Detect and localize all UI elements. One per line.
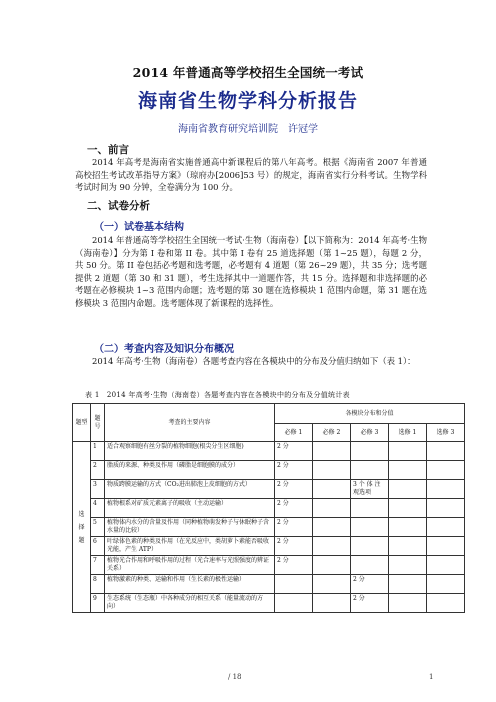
row-score [389,499,427,518]
row-score [275,575,313,594]
row-score [351,442,389,461]
row-number: 6 [91,537,105,556]
table-row [73,480,465,499]
author-line: 海南省教育研究培训院 许冠学 [178,124,318,135]
row-score [427,461,465,480]
type-label: 选择题 [78,510,85,544]
row-content: 植物激素的种类、运输和作用（生长素的极性运输） [105,575,275,594]
row-score: 2 分 [275,537,313,556]
row-score [427,575,465,594]
row-content: 适合观察细胞有丝分裂的植物细胞(根尖分生区细胞) [105,442,275,461]
row-score [389,575,427,594]
content-paragraph: 2014 年高考·生物（海南卷）各题考查内容在各模块中的分布及分值归纳如下（表 1）： [92,356,416,366]
row-number: 2 [91,461,105,480]
report-title-line1: 2014 年普通高等学校招生全国统一考试 [132,65,364,80]
header-content: 考查的主要内容 [105,404,275,442]
section-heading-intro: 一、前言 [87,144,129,156]
header-module: 选修 3 [427,424,465,442]
row-score [351,556,389,575]
row-number: 9 [91,594,105,613]
row-number: 3 [91,480,105,499]
row-score [389,461,427,480]
row-score: 2 分 [275,499,313,518]
header-module: 必修 1 [275,424,313,442]
row-score [313,556,351,575]
row-score [389,537,427,556]
header-modules: 各模块分布和分值 [275,404,465,424]
row-content: 植物光合作用和呼吸作用的过程（光合速率与光照强度的辨证关系） [105,556,275,575]
distribution-table [72,403,465,613]
row-score [427,518,465,537]
header-module: 必修 3 [351,424,389,442]
row-score [313,537,351,556]
row-score: 2 分 [275,556,313,575]
row-score: 3 个 体 注 观选项 [351,480,389,499]
row-score [351,499,389,518]
row-score [351,461,389,480]
row-score [389,518,427,537]
row-number: 1 [91,442,105,461]
table-row [73,594,465,613]
table-row [73,442,465,461]
header-module: 选修 1 [389,424,427,442]
page-index: 1 [429,673,434,681]
table-row [73,556,465,575]
row-score [313,518,351,537]
intro-paragraph: 2014 年高考是海南省实施普通高中新课程后的第八年高考。根据《海南省 2007 年普通高校招生考试改革指导方案》（琼府办[2006]53 号）的规定，海南省实行分科考试。生物学科考试时间为 90 分钟，全卷满分为 100 分。 [75,157,427,193]
row-content: 脂质的来源、种类及作用（磷脂是细胞膜的成分） [105,461,275,480]
row-score [313,442,351,461]
row-score [351,518,389,537]
row-score [427,537,465,556]
row-content: 物质跨膜运输的方式（CO₂进出肺泡上皮细胞的方式） [105,480,275,499]
header-number: 题号 [91,404,105,442]
row-score [427,499,465,518]
row-score [389,556,427,575]
table-row [73,537,465,556]
row-content: 植物体内水分的含量及作用（同种植物萌发种子与休眠种子含水量的比较） [105,518,275,537]
row-content: 叶绿体色素的种类及作用（在光反应中，类胡萝卜素能否吸收光能，产生 ATP） [105,537,275,556]
type-cell [73,442,91,613]
row-content: 植物根系对矿质元素离子的吸收（主动运输） [105,499,275,518]
row-score [313,480,351,499]
row-score [313,575,351,594]
row-score [351,537,389,556]
row-score [275,594,313,613]
row-score: 2 分 [351,575,389,594]
row-score: 2 分 [275,518,313,537]
row-score [389,594,427,613]
row-score [427,594,465,613]
row-score [313,499,351,518]
row-score [313,594,351,613]
row-score: 2 分 [351,594,389,613]
subsection-heading-structure: （一）试卷基本结构 [94,222,184,233]
row-content: 生态系统（生态瓶）中各种成分的相互关系（能量流动的方向） [105,594,275,613]
row-score [427,442,465,461]
row-score [427,480,465,499]
row-number: 4 [91,499,105,518]
row-score: 2 分 [275,461,313,480]
header-module: 必修 2 [313,424,351,442]
table-caption: 表 1 2014 年高考·生物（海南卷）各题考查内容在各模块中的分布及分值统计表 [85,391,350,399]
subsection-heading-content: （二）考查内容及知识分布概况 [94,344,234,355]
table-row [73,461,465,480]
report-title-line2: 海南省生物学科分析报告 [137,90,358,112]
row-number: 7 [91,556,105,575]
header-type: 题型 [73,404,91,442]
section-heading-analysis: 二、试卷分析 [87,200,150,212]
row-number: 5 [91,518,105,537]
row-number: 8 [91,575,105,594]
structure-paragraph: 2014 年普通高等学校招生全国统一考试·生物（海南卷）【以下简称为：2014 年高考·生物（海南卷）】分为第 I 卷和第 II 卷。其中第 I 卷有 25 道选择题（第 1~25 题），每题 2 分，共 50 分。第 II 卷包括必考题和选考题，必考题有 4 道题（第 26~29 题），共 35 分；选考题提供 2 道题（第 30 和 31 题），考生选择其中一道题作答，共 15 分。选择题和非选择题的必考题在必修模块 1~3 范围内命题；选考题的第 30 题在选修模块 1 范围内命题，第 31 题在选修模块 3 范围内命题。选考题体现了新课程的选择性。 [75,235,428,308]
row-score [389,480,427,499]
table-row [73,575,465,594]
page-number: / 18 [228,673,242,681]
table-row [73,518,465,537]
row-score [313,461,351,480]
row-score [389,442,427,461]
row-score: 2 分 [275,442,313,461]
table-row [73,499,465,518]
row-score [427,556,465,575]
row-score: 2 分 [275,480,313,499]
